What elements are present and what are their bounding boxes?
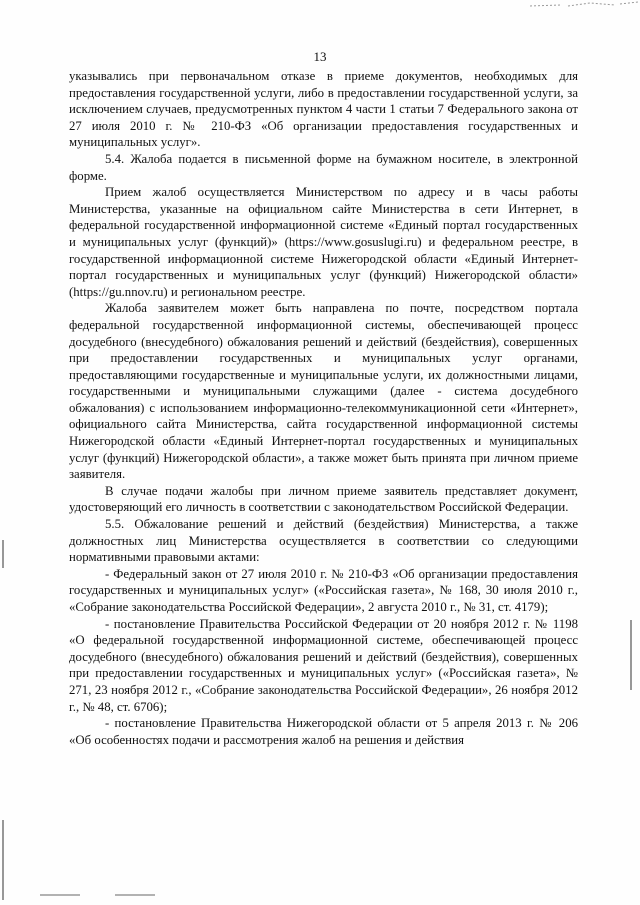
scan-noise-top-right	[520, 0, 640, 10]
list-item-regional-resolution-206: - постановление Правительства Нижегородской области от 5 апреля 2013 г. № 206 «Об особенностях подачи и рассмотрения жалоб на решения и действия	[69, 716, 578, 747]
paragraph-complaint-reception: Прием жалоб осуществляется Министерством по адресу и в часы работы Министерства, указанные на официальном сайте Министерства в сети Интернет, в федеральной государственной информационной системе «Единый портал государственных и муниципальных услуг (функций)» (https://www.gosuslugi.ru) и федеральном реестре, в государственной информационной системе Нижегородской области «Единый Интернет-портал государственных и муниципальных услуг (функций) Нижегородской области» (https://gu.nnov.ru) и региональном реестре.	[69, 185, 578, 299]
paragraph-5-5: 5.5. Обжалование решений и действий (бездействия) Министерства, а также должностных лиц Министерства осуществляется в соответствии со следующими нормативными правовыми актами:	[69, 517, 578, 565]
document-body	[69, 68, 578, 748]
paragraph-complaint-channels: Жалоба заявителем может быть направлена по почте, посредством портала федеральной государственной информационной системы, обеспечивающей процесс досудебного (внесудебного) обжалования решений и действий (бездействия), совершенных при предоставлении государственных и муниципальных услуг органами, предоставляющими государственные и муниципальные услуги, их должностными лицами, государственными и муниципальными служащими (далее - система досудебного обжалования) с использованием информационно-телекоммуникационной сети «Интернет», официального сайта Министерства, сайта государственной информационной системы Нижегородской области «Единый Интернет-портал государственных и муниципальных услуг (функций) Нижегородской области», а также может быть принята при личном приеме заявителя.	[69, 301, 578, 482]
paragraph-continuation: указывались при первоначальном отказе в приеме документов, необходимых для предоставления государственной услуги, либо в предоставлении государственной услуги, за исключением случаев, предусмотренных пунктом 4 части 1 статьи 7 Федерального закона от 27 июля 2010 г. № 210-ФЗ «Об организации предоставления государственных и муниципальных услуг».	[69, 69, 578, 150]
list-item-government-resolution-1198: - постановление Правительства Российской Федерации от 20 ноября 2012 г. № 1198 «О федеральной государственной информационной системе, обеспечивающей процесс досудебного (внесудебного) обжалования решений и действий (бездействия), совершенных при предоставлении государственных и муниципальных услуг» («Российская газета», № 271, 23 ноября 2012 г., «Собрание законодательства Российской Федерации», 26 ноября 2012 г., № 48, ст. 6706);	[69, 616, 578, 714]
list-item-federal-law: - Федеральный закон от 27 июля 2010 г. № 210-ФЗ «Об организации предоставления государственных и муниципальных услуг» («Российская газета», № 168, 30 июля 2010 г., «Собрание законодательства Российской Федерации», 2 августа 2010 г., № 31, ст. 4179);	[69, 566, 578, 614]
page-number: 13	[313, 49, 327, 64]
scan-mark-right	[628, 620, 634, 700]
paragraph-personal-submission: В случае подачи жалобы при личном приеме заявитель представляет документ, удостоверяющий его личность в соответствии с законодательством Российской Федерации.	[69, 483, 578, 515]
scan-mark-bottom	[40, 890, 160, 900]
scan-mark-left	[0, 540, 6, 900]
paragraph-5-4: 5.4. Жалоба подается в письменной форме на бумажном носителе, в электронной форме.	[69, 151, 578, 183]
